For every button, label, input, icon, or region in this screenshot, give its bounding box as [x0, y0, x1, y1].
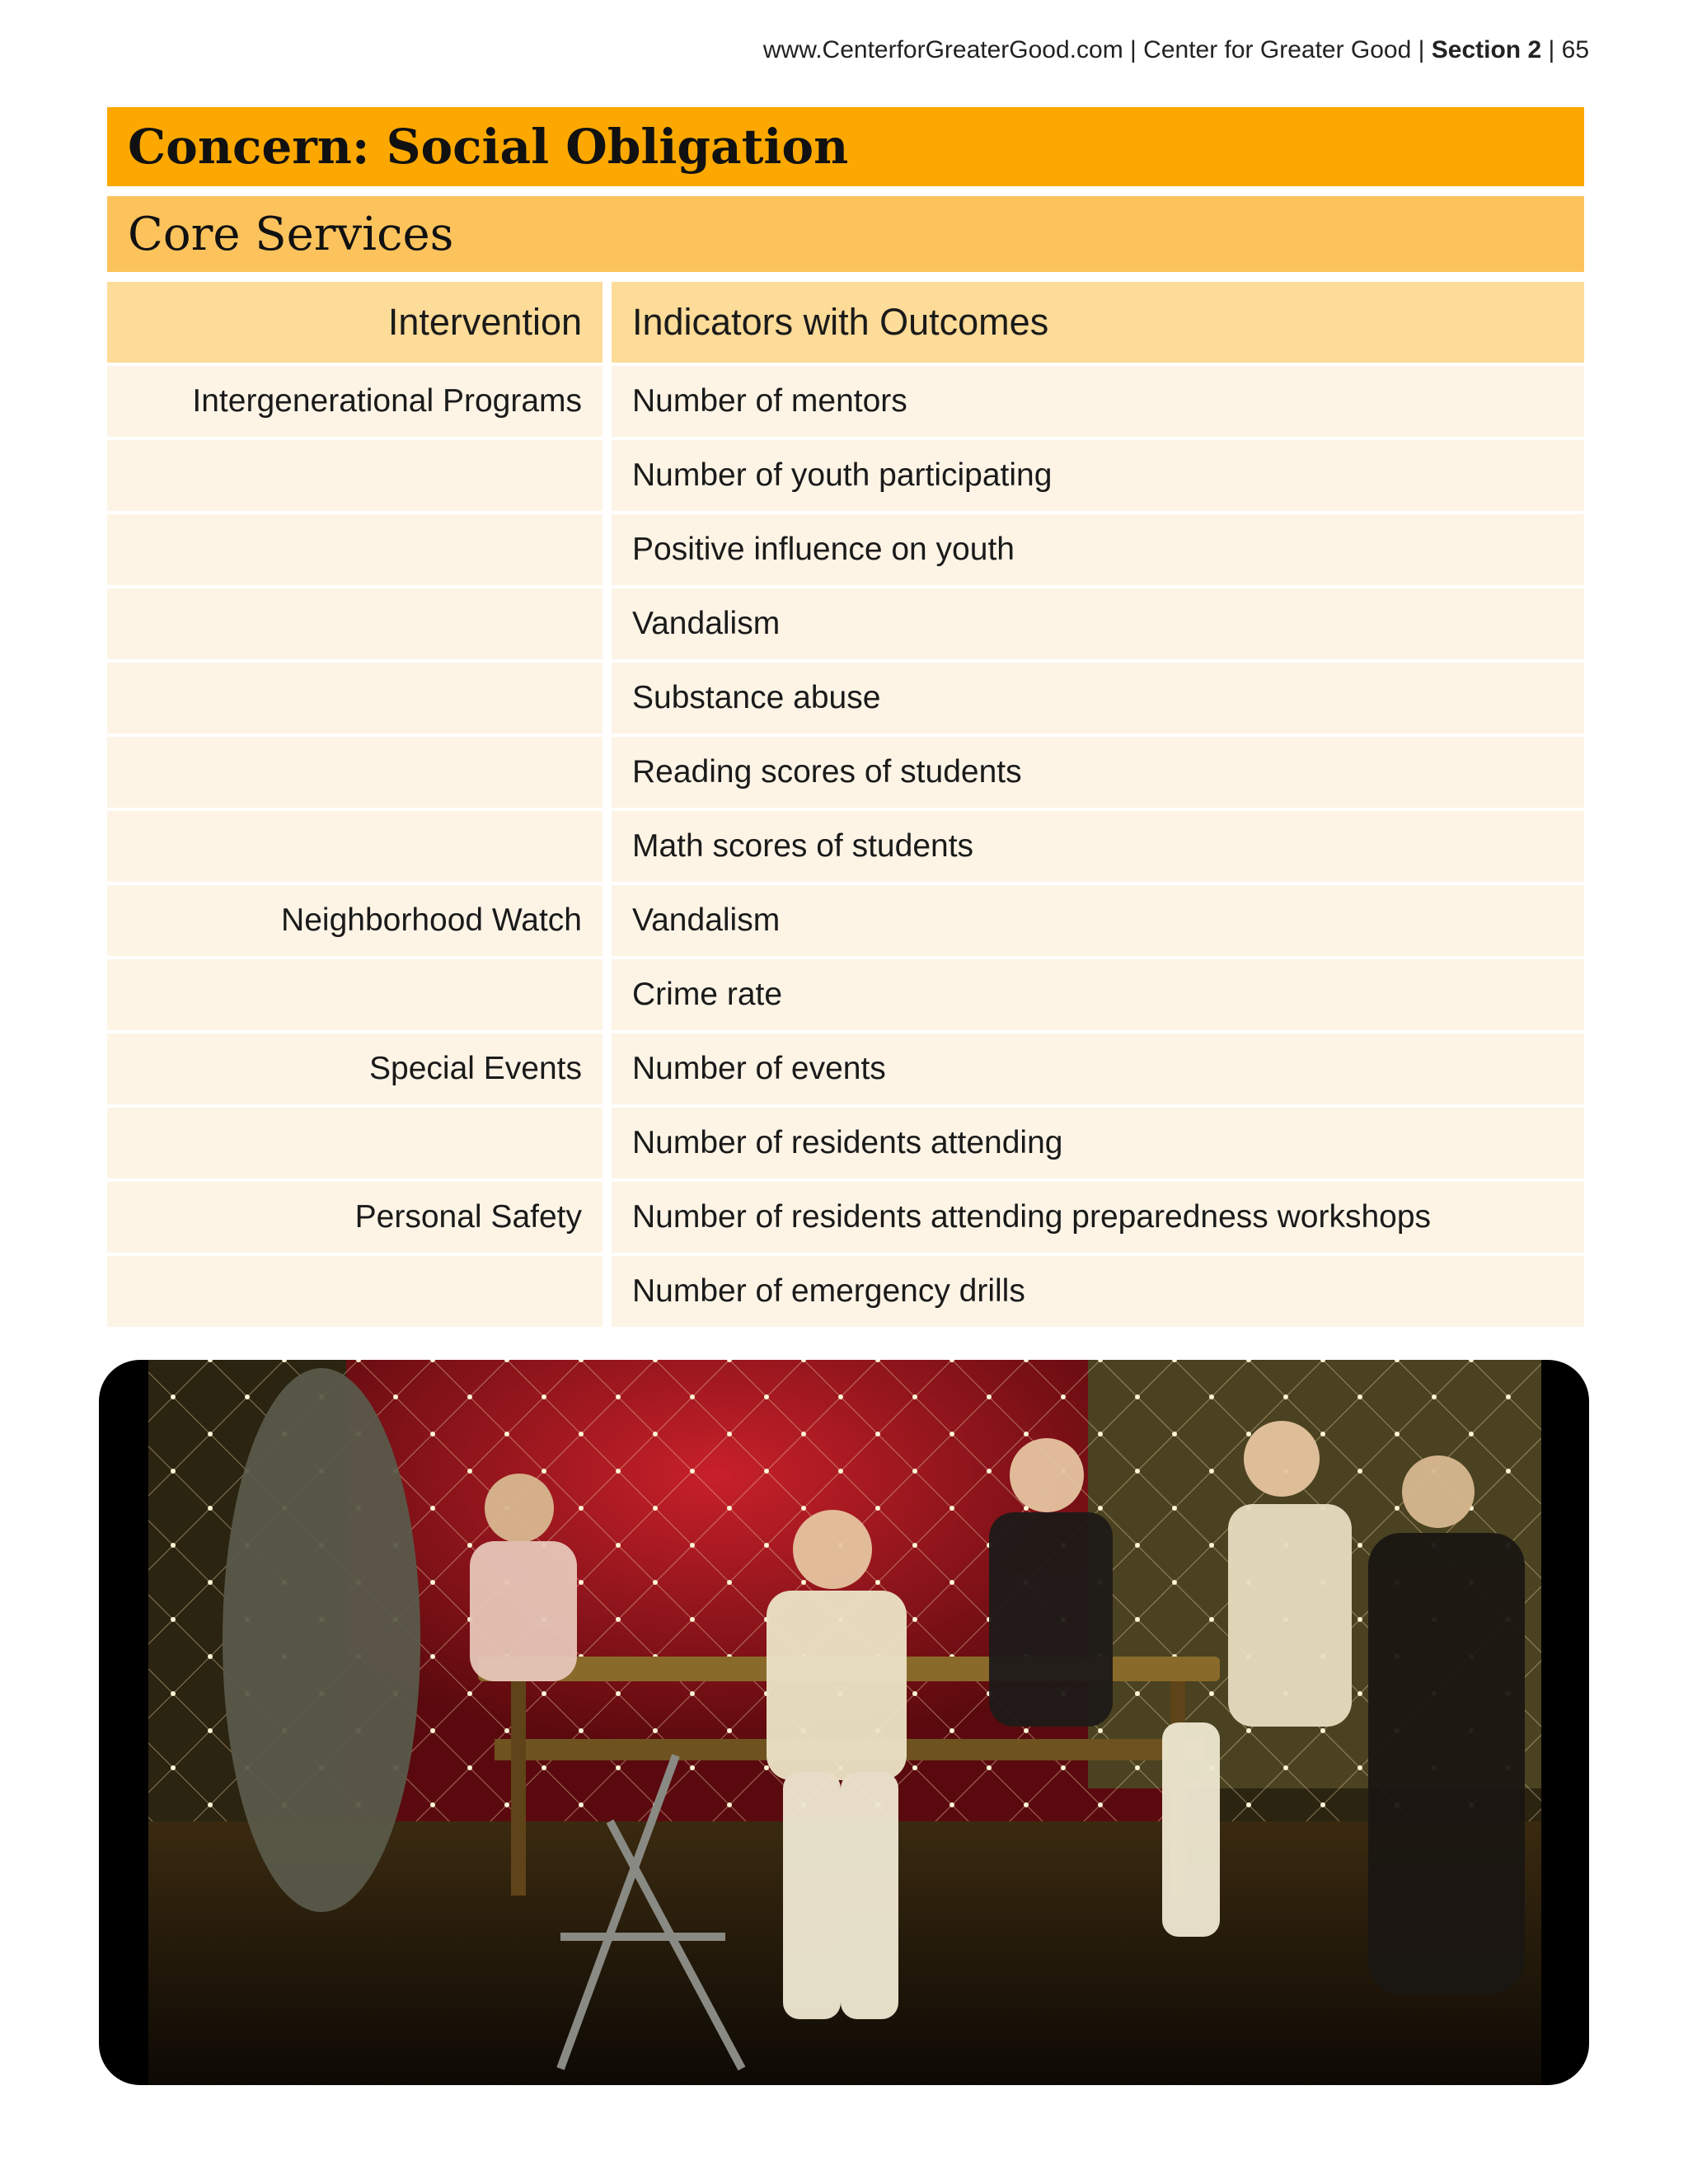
table-row: [107, 440, 1584, 511]
photo-illustration: [99, 1360, 1589, 2085]
intervention-cell: Intergenerational Programs: [107, 366, 603, 437]
indicator-cell: Substance abuse: [612, 663, 1584, 733]
indicator-cell: Number of residents attending: [612, 1108, 1584, 1179]
indicator-cell: Number of mentors: [612, 366, 1584, 437]
header-page-number: | 65: [1548, 36, 1589, 63]
intervention-cell: [107, 514, 603, 585]
indicator-cell: Number of emergency drills: [612, 1256, 1584, 1327]
header-intervention: Intervention: [107, 282, 603, 363]
table-row: [107, 514, 1584, 585]
table-row: [107, 663, 1584, 733]
table-row: [107, 366, 1584, 437]
table-row: [107, 1108, 1584, 1179]
intervention-cell: [107, 811, 603, 882]
intervention-cell: [107, 588, 603, 659]
header-site: www.CenterforGreaterGood.com | Center for Greater Good |: [762, 36, 1425, 63]
intervention-cell: [107, 1256, 603, 1327]
indicator-cell: Reading scores of students: [612, 737, 1584, 808]
intervention-cell: [107, 440, 603, 511]
indicator-cell: Number of youth participating: [612, 440, 1584, 511]
table-row: [107, 811, 1584, 882]
page-header: [763, 36, 1589, 64]
indicator-cell: Number of events: [612, 1033, 1584, 1104]
intervention-cell: [107, 663, 603, 733]
outcomes-table: [107, 282, 1584, 1330]
intervention-cell: Special Events: [107, 1033, 603, 1104]
table-row: [107, 737, 1584, 808]
indicator-cell: Number of residents attending preparedness workshops: [612, 1182, 1584, 1253]
indicator-cell: Vandalism: [612, 588, 1584, 659]
table-row: [107, 1033, 1584, 1104]
table-row: [107, 588, 1584, 659]
header-section: Section 2: [1431, 36, 1542, 63]
table-row: [107, 1182, 1584, 1253]
intervention-cell: Personal Safety: [107, 1182, 603, 1253]
services-title: Core Services: [107, 196, 1584, 272]
indicator-cell: Positive influence on youth: [612, 514, 1584, 585]
community-gathering-photo: [99, 1360, 1589, 2085]
intervention-cell: Neighborhood Watch: [107, 885, 603, 956]
table-row: [107, 1256, 1584, 1327]
indicator-cell: Math scores of students: [612, 811, 1584, 882]
header-indicators: Indicators with Outcomes: [612, 282, 1584, 363]
indicator-cell: Crime rate: [612, 959, 1584, 1030]
table-row: [107, 959, 1584, 1030]
intervention-cell: [107, 959, 603, 1030]
indicator-cell: Vandalism: [612, 885, 1584, 956]
intervention-cell: [107, 1108, 603, 1179]
concern-title: Concern: Social Obligation: [107, 107, 1584, 186]
table-row: [107, 885, 1584, 956]
intervention-cell: [107, 737, 603, 808]
table-header-row: [107, 282, 1584, 363]
